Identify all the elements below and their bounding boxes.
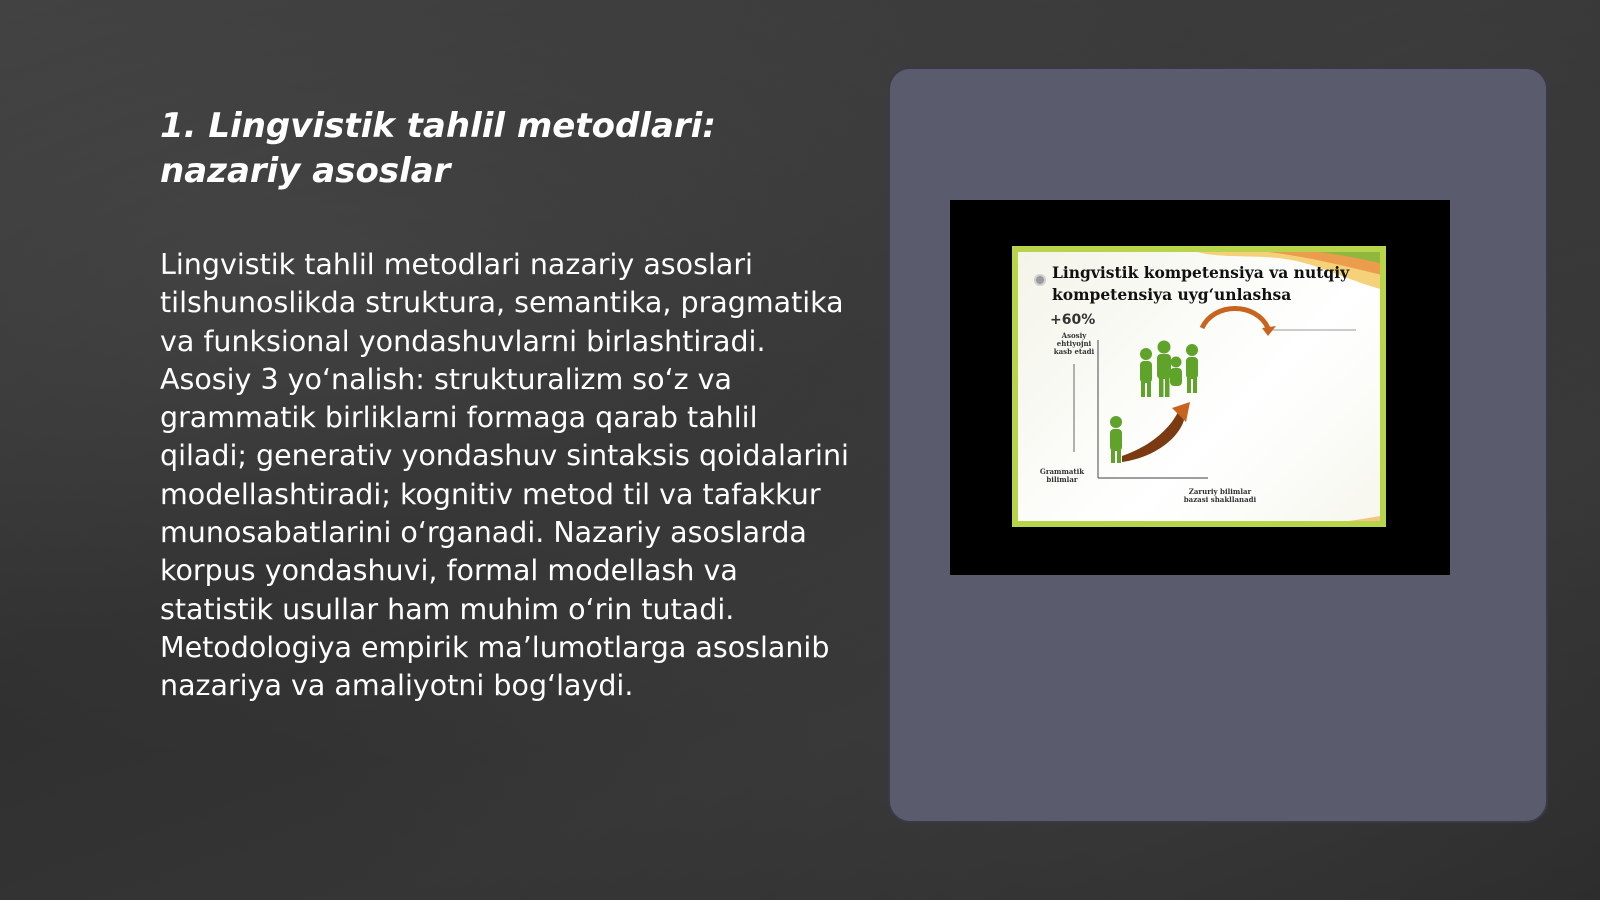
label-bottom-right: Zaruriy bilimlar bazasi shakllanadi: [1183, 487, 1257, 504]
gear-icon: [1034, 274, 1046, 286]
inner-slide-title: Lingvistik kompetensiya va nutqiy kompetensiya uyg‘unlashsa: [1052, 263, 1350, 304]
inner-slide: [1012, 246, 1386, 527]
slide-title: 1. Lingvistik tahlil metodlari: nazariy asoslar: [160, 106, 716, 191]
slide-body-text: Lingvistik tahlil metodlari nazariy asoslari tilshunoslikda struktura, semantika, pragmatika va funksional yondashuvlarni birlashtiradi. Asosiy 3 yo‘nalish: strukturalizm so‘z va grammatik birliklarni formaga qarab tahlil qiladi; generativ yondashuv sintaksis qoidalarini modellashtiradi; kognitiv metod til va tafakkur munosabatlarini o‘rganadi. Nazariy asoslarda korpus yondashuvi, formal modellash va statistik usullar ham muhim o‘rin tutadi. Metodologiya empirik ma’lumotlarga asoslanib nazariya va amaliyotni bog‘laydi.: [160, 248, 849, 703]
label-top-left: Asosiy ehtiyojni kasb etadi: [1053, 331, 1095, 356]
label-bottom-left: Grammatik bilimlar: [1039, 467, 1085, 484]
percent-label: +60%: [1050, 312, 1096, 328]
embedded-image: [950, 200, 1450, 575]
